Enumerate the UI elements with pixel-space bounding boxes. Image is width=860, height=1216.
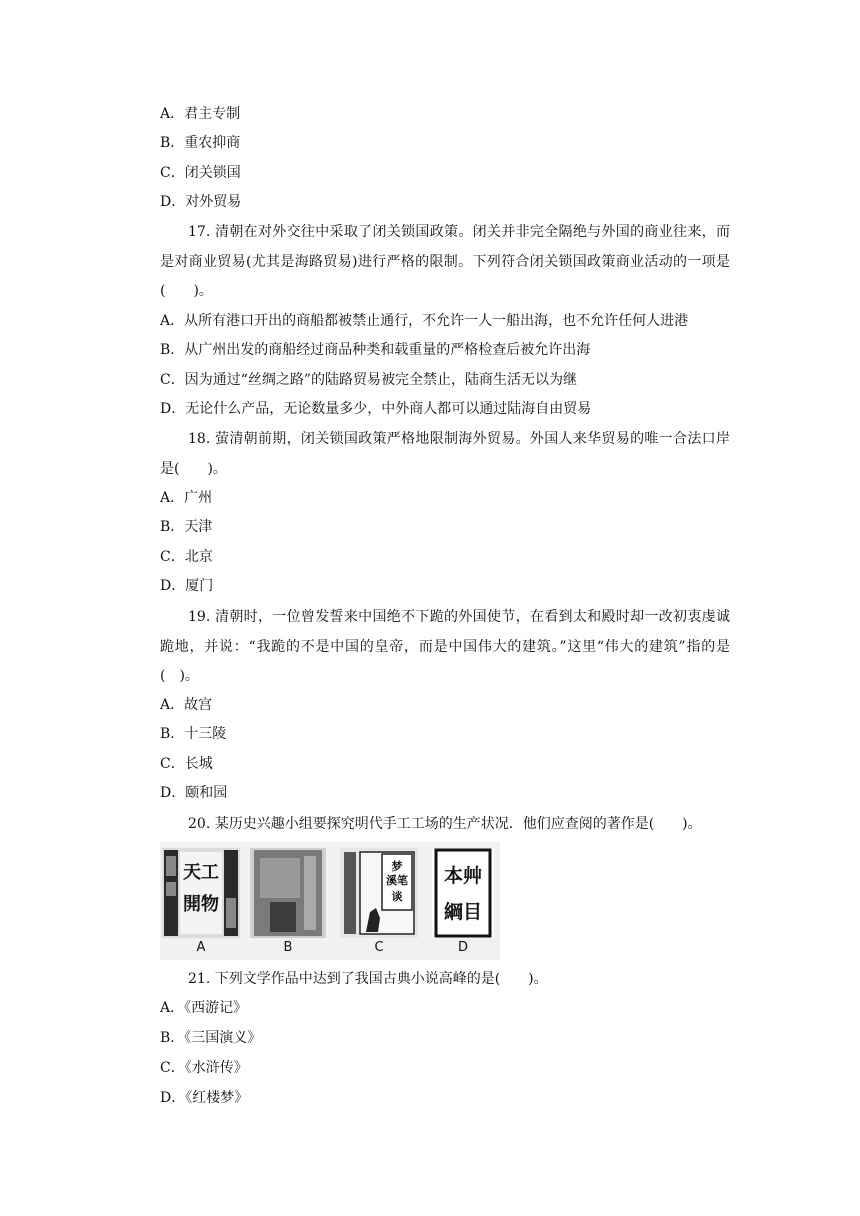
q18-stem: 18. 萤清朝前期，闭关锁国政策严格地限制海外贸易。外国人来华贸易的唯一合法口岸是( )。: [160, 431, 730, 477]
book-a-title-2: 開物: [183, 894, 219, 915]
q19-option-b: B．十三陵: [160, 726, 227, 742]
q21-option-c: C．《水浒传》: [160, 1060, 248, 1076]
q21-option-a: A．《西游记》: [160, 1000, 248, 1016]
q21-option-b: B．《三国演义》: [160, 1030, 262, 1046]
q16-option-d: D．对外贸易: [160, 194, 242, 210]
q17-option-a: A．从所有港口开出的商船都被禁止通行，不允许一人一船出海，也不允许任何人进港: [160, 313, 689, 329]
book-cover-d-image: [432, 848, 494, 938]
book-d-title-1: 本艸: [443, 865, 483, 887]
figure-label-d: D: [457, 940, 468, 955]
figure-label-b: B: [283, 940, 293, 955]
q18-option-d: D．厦门: [160, 578, 214, 594]
q20-stem: 20. 某历史兴趣小组要探究明代手工工场的生产状况．他们应查阅的著作是( )。: [188, 816, 702, 832]
q17-stem: 17. 清朝在对外交往中采取了闭关锁国政策。闭关并非完全隔绝与外国的商业往来，而是对商业贸易(尤其是海路贸易)进行严格的限制。下列符合闭关锁国政策商业活动的一项是( )。: [160, 224, 730, 299]
q18-option-a: A．广州: [160, 490, 213, 506]
figure-label-a: A: [196, 940, 206, 955]
book-cover-b-image: [250, 848, 326, 938]
book-d-title-2: 綱目: [443, 901, 483, 923]
q19-option-c: C．长城: [160, 756, 213, 772]
q21-stem: 21. 下列文学作品中达到了我国古典小说高峰的是( )。: [188, 971, 548, 987]
q21-option-d: D．《红楼梦》: [160, 1090, 249, 1106]
book-a-title-1: 天工: [183, 862, 219, 883]
q16-option-c: C．闭关锁国: [160, 165, 241, 181]
q16-option-b: B．重农抑商: [160, 135, 241, 151]
book-c-title-2: 溪笔: [386, 874, 408, 887]
q18-option-c: C．北京: [160, 549, 213, 565]
q17-option-b: B．从广州出发的商船经过商品种类和载重量的严格检查后被允许出海: [160, 342, 591, 358]
q18-option-b: B．天津: [160, 519, 213, 535]
book-cover-c-image: [340, 848, 418, 938]
q17-option-c: C．因为通过“丝绸之路”的陆路贸易被完全禁止，陆商生活无以为继: [160, 372, 578, 388]
q19-option-d: D．颐和园: [160, 785, 228, 801]
q19-option-a: A．故宫: [160, 697, 213, 713]
q16-option-a: A．君主专制: [160, 106, 241, 122]
q19-stem: 19. 清朝时，一位曾发誓来中国绝不下跪的外国使节，在看到太和殿时却一改初衷虔诚跪地，并说：“我跪的不是中国的皇帝，而是中国伟大的建筑。”这里“伟大的建筑”指的是( )。: [160, 609, 730, 684]
figure-label-c: C: [374, 940, 384, 955]
q20-book-images: [160, 842, 500, 960]
book-cover-a-image: [162, 848, 240, 938]
book-c-title-3: 谈: [391, 890, 403, 903]
book-c-title-1: 梦: [391, 860, 403, 873]
q17-option-d: D．无论什么产品，无论数量多少，中外商人都可以通过陆海自由贸易: [160, 401, 592, 417]
